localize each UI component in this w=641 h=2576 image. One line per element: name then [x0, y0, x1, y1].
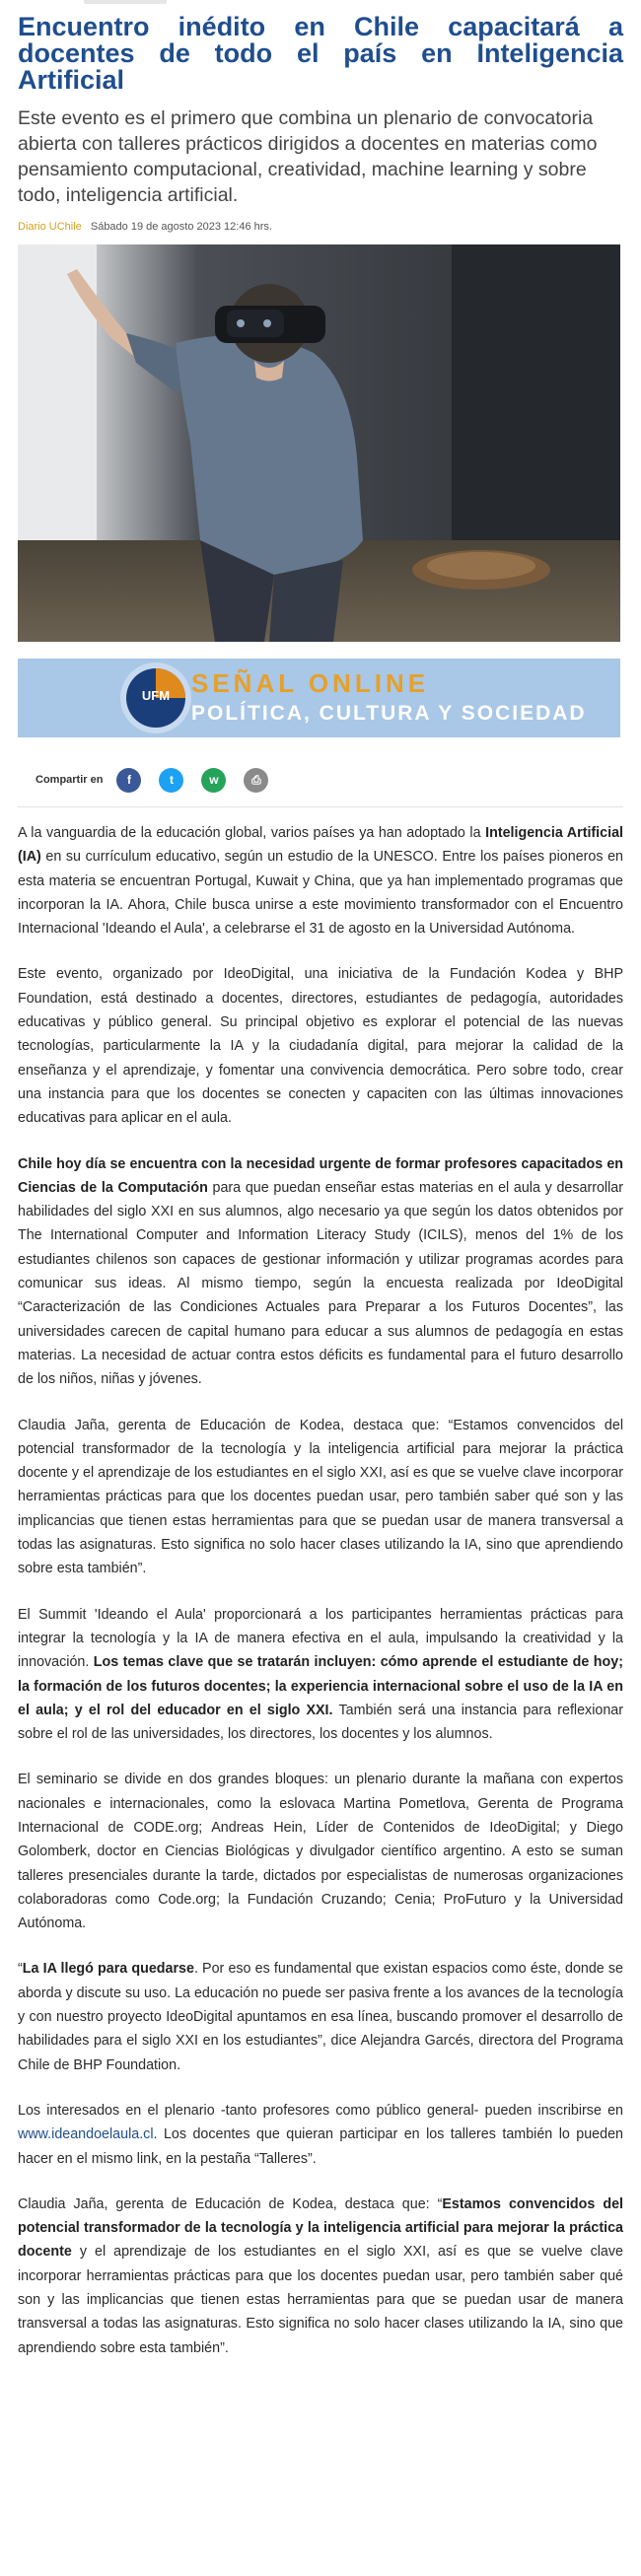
paragraph-1	[18, 821, 623, 940]
paragraph-4	[18, 1414, 623, 1581]
paragraph-text: y el aprendizaje de los estudiantes en el siglo XXI, así es que se vuelve clave incorporar herramientas prácticas para que los docentes puedan usar, pero también saber qué son y las implicancias que tienen estas herramientas para que se puedan usar de manera transversal a todas las asignaturas. Esto significa no solo hacer clases utilizando la IA, sino que aprendiendo sobre esta también”.	[18, 2244, 623, 2356]
whatsapp-icon[interactable]: w	[201, 768, 226, 793]
paragraph-text: Claudia Jaña, gerenta de Educación de Kodea, destaca que: “Estamos convencidos del potencial transformador de la tecnología y la inteligencia artificial para mejorar la práctica docente y el aprendizaje de los estudiantes en el siglo XXI, así es que se vuelve clave incorporar herramientas prácticas para que los docentes puedan usar, pero también saber qué son y las implicancias que tienen estas herramientas para que se puedan usar de manera transversal a todas las asignaturas. Esto significa no solo hacer clases utilizando la IA, sino que aprendiendo sobre esta también”.	[18, 1417, 623, 1577]
paragraph-5	[18, 1603, 623, 1747]
paragraph-text: . Por eso es fundamental que existan espacios como éste, donde se aborda y discute su uso. La educación no puede ser pasiva frente a los avances de la tecnología y con nuestro proyecto IdeoDigital apuntamos en esa línea, buscando promover el desarrollo de habilidades para el siglo XXI en los estudiantes”, dice Alejandra Garcés, directora del Programa Chile de BHP Foundation.	[18, 1961, 623, 2073]
paragraph-text: “	[18, 1961, 23, 1978]
paragraph-text: El Summit 'Ideando el Aula' proporcionará a los participantes herramientas prácticas para integrar la tecnología y la IA de manera efectiva en el aula, impulsando la creatividad y la innovación.	[18, 1606, 623, 1671]
paragraph-9	[18, 2193, 623, 2360]
top-tab-decoration	[84, 0, 167, 4]
paragraph-6	[18, 1768, 623, 1935]
bold-text: Estamos convencidos del potencial transformador de la tecnología y la inteligencia artificial para mejorar la práctica docente	[18, 2195, 623, 2261]
facebook-icon[interactable]: f	[116, 768, 141, 793]
paragraph-text: También será una instancia para reflexionar sobre el rol de las universidades, los directores, los docentes y los alumnos.	[18, 1702, 623, 1743]
vr-student-illustration	[18, 244, 620, 642]
paragraph-3	[18, 1152, 623, 1392]
print-icon[interactable]: ⎙	[244, 768, 268, 793]
paragraph-text: Este evento, organizado por IdeoDigital, una iniciativa de la Fundación Kodea y BHP Foundation, está destinado a docentes, directores, estudiantes de pedagogía, autoridades educativas y público general. Su principal objetivo es explorar el potencial de las nuevas tecnologías, particularmente la IA y la ciudadanía digital, para mejorar la calidad de la enseñanza y el aprendizaje, y fomentar una convivencia democrática. Pero sobre todo, crear una instancia para que los docentes se conecten y capaciten con las últimas innovaciones educativas para aplicar en el aula.	[18, 966, 623, 1127]
paragraph-text: . Los docentes que quieran participar en los talleres también lo pueden hacer en el mismo link, en la pestaña “Talleres”.	[18, 2126, 623, 2167]
paragraph-text: El seminario se divide en dos grandes bloques: un plenario durante la mañana con expertos nacionales e internacionales, como la eslovaca Martina Pometlova, Gerenta de Programa Internacional de CODE.org; Andreas Hein, Líder de Contenidos de IdeoDigital; y Diego Golomberk, doctor en Ciencias Biológicas y divulgador científico argentino. A esto se suman talleres presenciales durante la tarde, dictados por especialistas de numerosas organizaciones colaboradoras como Code.org; la Fundación Cruzando; Cenia; ProFuturo y la Universidad Autónoma.	[18, 1772, 623, 1932]
article-meta	[18, 220, 623, 234]
article-source[interactable]: Diario UChile	[18, 221, 82, 233]
bold-text: Chile hoy día se encuentra con la necesidad urgente de formar profesores capacitados en Ciencias de la Computación	[18, 1155, 623, 1196]
article-body	[18, 821, 623, 2360]
bold-text: La IA llegó para quedarse	[22, 1961, 194, 1978]
bold-text: Los temas clave que se tratarán incluyen: cómo aprende el estudiante de hoy; la formación de los futuros docentes; la experiencia internacional sobre el uso de la IA en el aula; y el rol del educador en el siglo XXI.	[18, 1654, 623, 1718]
paragraph-text: en su currículum educativo, según un estudio de la UNESCO. Entre los países pioneros en esta materia se encuentran Portugal, Kuwait y China, que ya han implementado programas que incorporan la IA. Ahora, Chile busca unirse a este movimiento transformador con el Encuentro Internacional 'Ideando el Aula', a celebrarse el 31 de agosto en la Universidad Autónoma.	[18, 849, 623, 938]
paragraph-text: Claudia Jaña, gerenta de Educación de Kodea, destaca que: “	[18, 2195, 443, 2212]
hero-photo	[18, 244, 620, 642]
bold-text: Inteligencia Artificial (IA)	[18, 825, 624, 866]
article-title: Encuentro inédito en Chile capacitará a docentes de todo el país en Inteligencia Artificial	[18, 12, 623, 95]
paragraph-2	[18, 962, 623, 1130]
banner-logo: UFM	[141, 688, 171, 703]
twitter-icon[interactable]: t	[159, 768, 183, 793]
paragraph-text: A la vanguardia de la educación global, varios países ya han adoptado la	[18, 825, 486, 841]
share-bar	[18, 767, 623, 793]
paragraph-text: para que puedan enseñar estas materias en el aula y desarrollar habilidades del siglo XXI en sus alumnos, algo necesario ya que según los datos obtenidos por The International Computer and Information Literacy Study (ICILS), menos del 1% de los estudiantes chilenos son capaces de gestionar información y utilizar programas acordes para comunicar sus ideas. Al mismo tiempo, según la encuesta realizada por IdeoDigital “Caracterización de las Condiciones Actuales para Preparar a los Futuros Docentes”, las universidades carecen de capital humano para educar a sus alumnos de pedagogía en estas materias. La necesidad de actuar contra estos déficits es fundamental para el futuro desarrollo de los niños, niñas y jóvenes.	[18, 1179, 623, 1388]
article-date: Sábado 19 de agosto 2023 12:46 hrs.	[90, 221, 272, 233]
paragraph-8	[18, 2099, 623, 2171]
banner-line2: POLÍTICA, CULTURA Y SOCIEDAD	[191, 702, 587, 725]
registration-link[interactable]: www.ideandoelaula.cl	[18, 2126, 154, 2143]
share-divider	[18, 806, 623, 807]
paragraph-text: Los interesados en el plenario -tanto profesores como público general- pueden inscribirse en	[18, 2102, 623, 2119]
paragraph-7	[18, 1957, 623, 2076]
share-label: Compartir en	[36, 774, 104, 786]
senal-online-banner[interactable]	[18, 659, 620, 737]
banner-line1: SEÑAL ONLINE	[191, 668, 430, 698]
article-subtitle: Este evento es el primero que combina un plenario de convocatoria abierta con talleres prácticos dirigidos a docentes en materias como pensamiento computacional, creatividad, machine learning y sobre todo, inteligencia artificial.	[18, 107, 598, 206]
